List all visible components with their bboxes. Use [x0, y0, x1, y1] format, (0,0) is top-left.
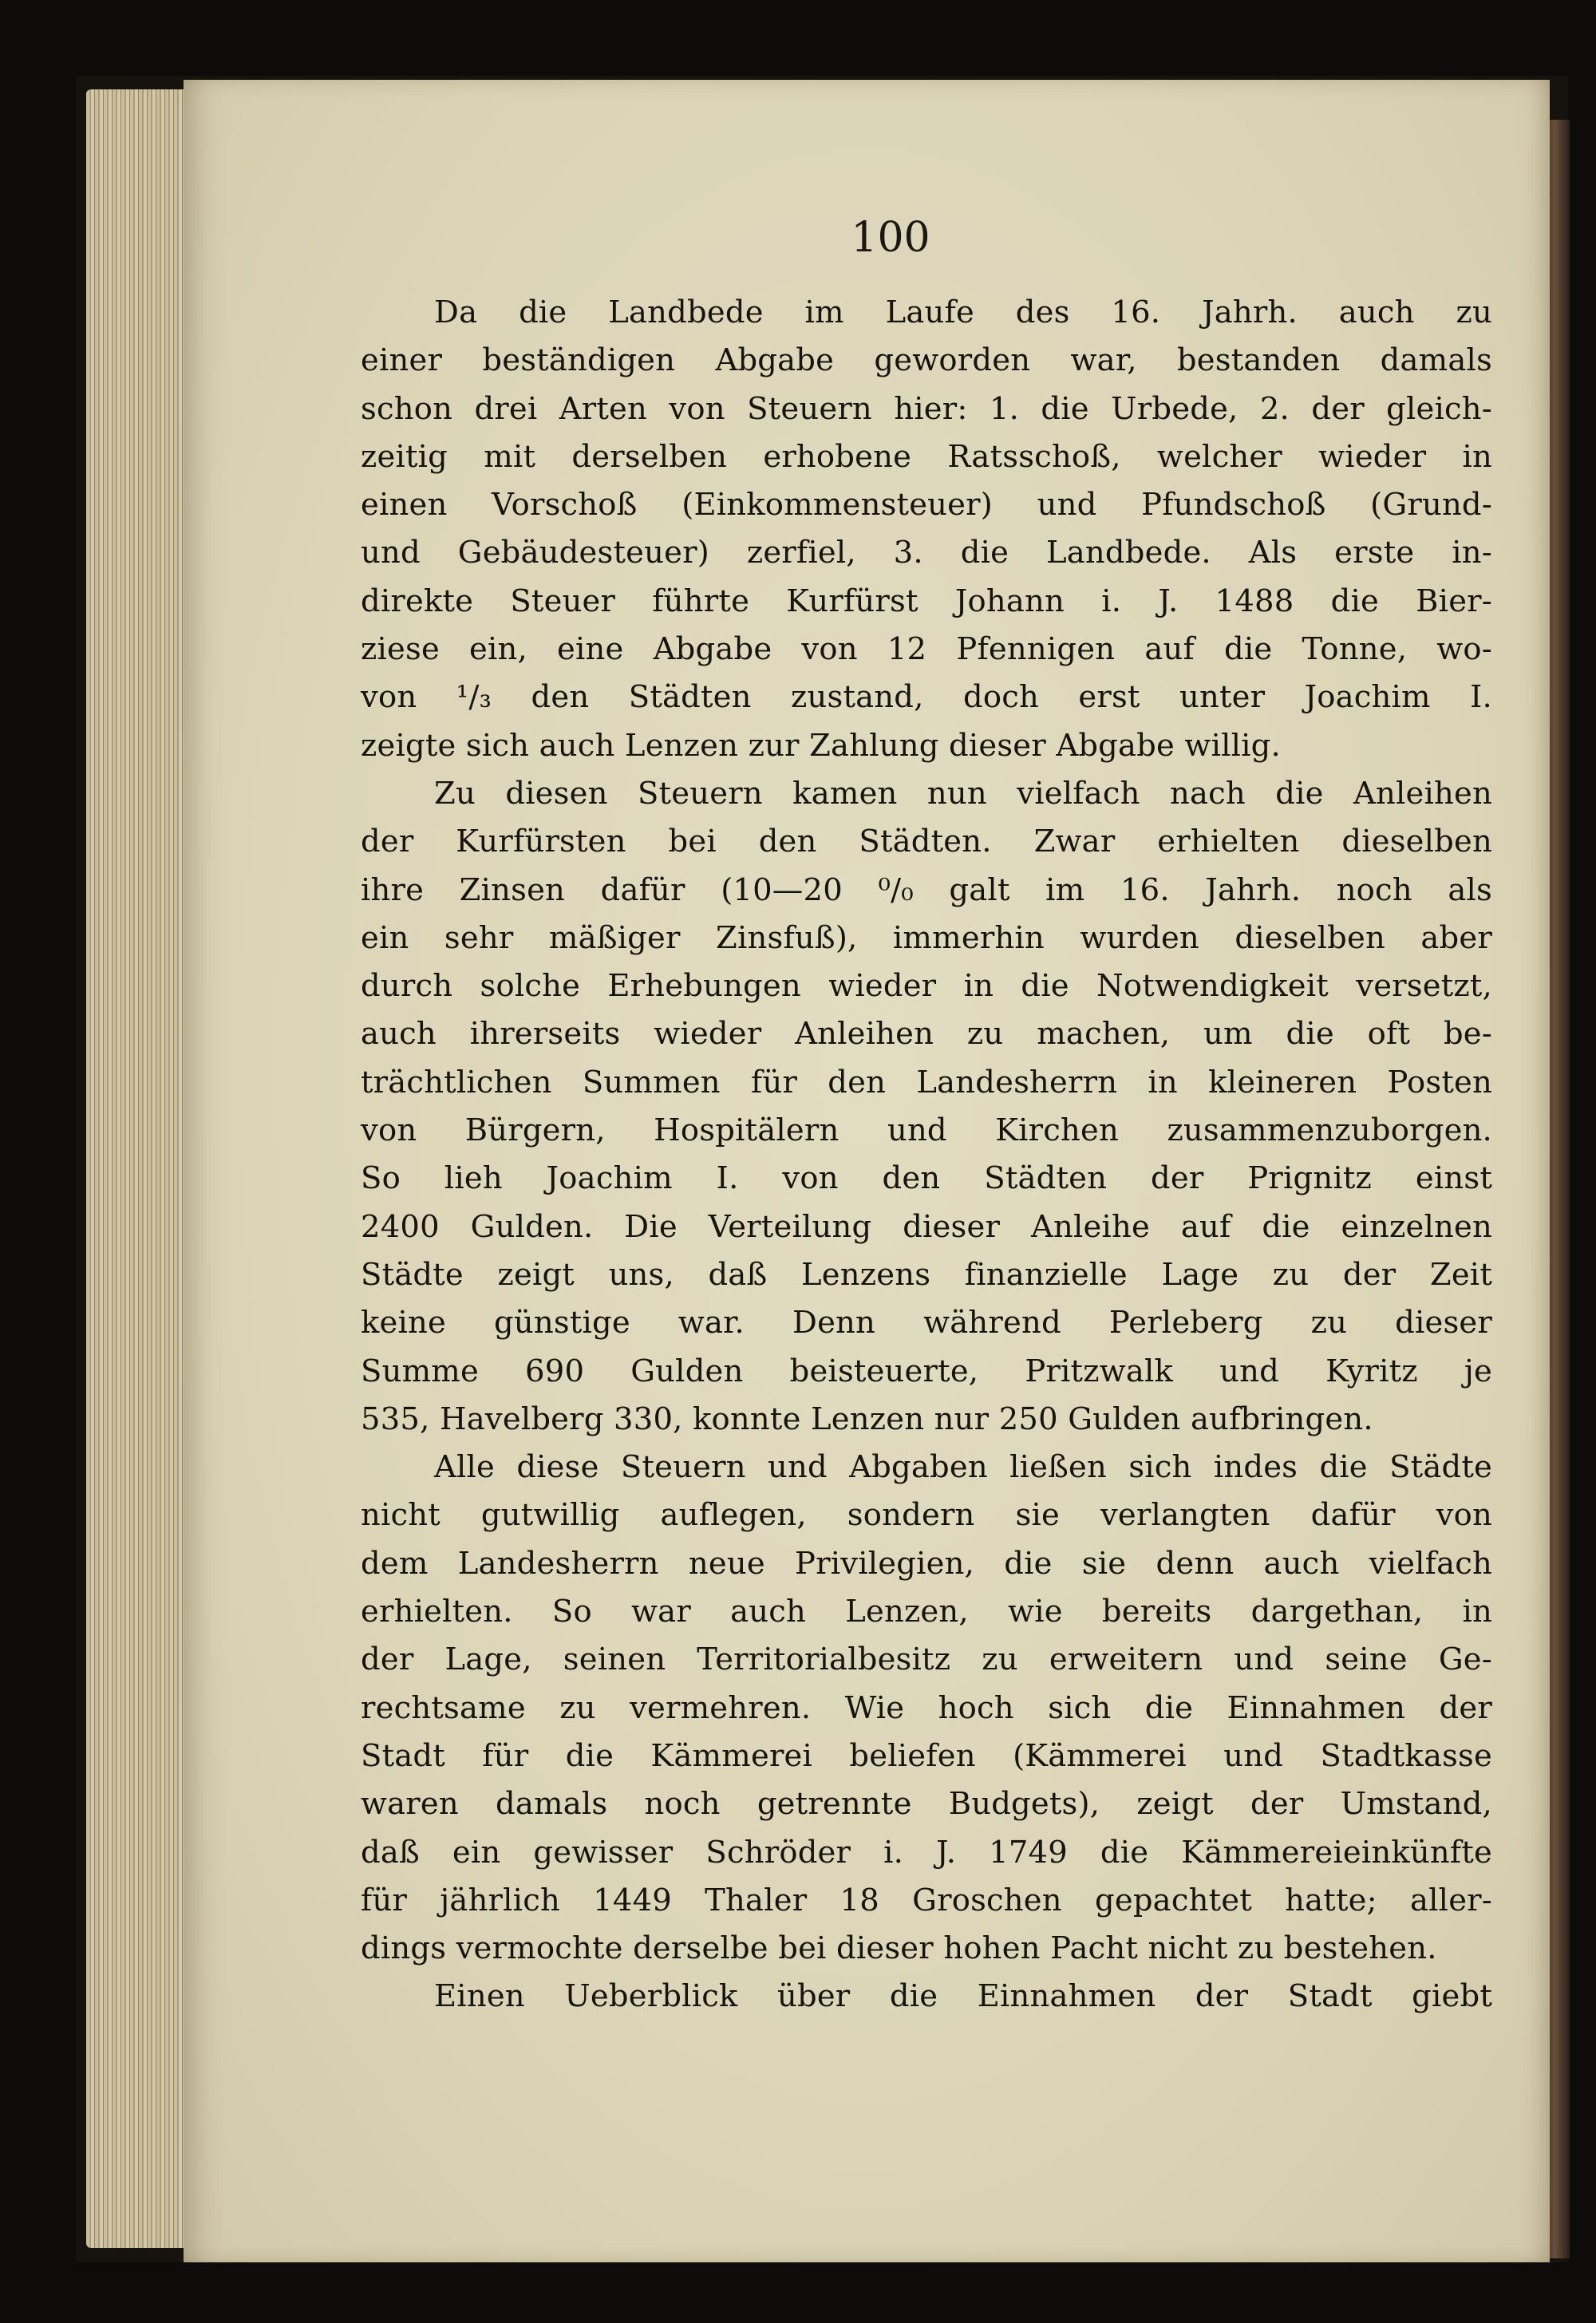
- text-line: einer beständigen Abgabe geworden war, bestanden damals: [361, 342, 1492, 379]
- body-text: [361, 289, 1492, 2021]
- paragraph: [361, 1973, 1492, 2021]
- text-line: So lieh Joachim I. von den Städten der Prignitz einst: [361, 1160, 1492, 1197]
- text-line: Alle diese Steuern und Abgaben ließen sich indes die Städte: [434, 1449, 1492, 1486]
- text-line: für jährlich 1449 Thaler 18 Groschen gepachtet hatte; aller-: [361, 1882, 1492, 1918]
- text-line: von ¹/₃ den Städten zustand, doch erst unter Joachim I.: [361, 679, 1492, 716]
- text-line: der Kurfürsten bei den Städten. Zwar erhielten dieselben: [361, 824, 1492, 860]
- text-line: dem Landesherrn neue Privilegien, die sie denn auch vielfach: [361, 1545, 1492, 1582]
- paragraph: [361, 1444, 1492, 1973]
- text-line: Da die Landbede im Laufe des 16. Jahrh. auch zu: [434, 294, 1492, 330]
- text-line: ihre Zinsen dafür (10—20 ⁰/₀ galt im 16. Jahrh. noch als: [361, 871, 1492, 908]
- text-line: keine günstige war. Denn während Perleberg zu dieser: [361, 1305, 1492, 1341]
- text-line: 2400 Gulden. Die Verteilung dieser Anleihe auf die einzelnen: [361, 1208, 1492, 1245]
- text-line: einen Vorschoß (Einkommensteuer) und Pfundschoß (Grund-: [361, 487, 1492, 523]
- text-line: der Lage, seinen Territorialbesitz zu erweitern und seine Ge-: [361, 1642, 1492, 1678]
- text-line: waren damals noch getrennte Budgets), zeigt der Umstand,: [361, 1786, 1492, 1823]
- text-line: zeigte sich auch Lenzen zur Zahlung dieser Abgabe willig.: [361, 727, 1281, 764]
- text-line: daß ein gewisser Schröder i. J. 1749 die Kämmereieinkünfte: [361, 1834, 1492, 1871]
- text-line: zeitig mit derselben erhobene Ratsschoß, welcher wieder in: [361, 438, 1492, 475]
- text-line: 535, Havelberg 330, konnte Lenzen nur 250 Gulden aufbringen.: [361, 1401, 1373, 1437]
- text-line: schon drei Arten von Steuern hier: 1. die Urbede, 2. der gleich-: [361, 390, 1492, 427]
- text-line: ein sehr mäßiger Zinsfuß), immerhin wurden dieselben aber: [361, 919, 1492, 956]
- text-line: direkte Steuer führte Kurfürst Johann i. J. 1488 die Bier-: [361, 583, 1492, 619]
- text-line: Einen Ueberblick über die Einnahmen der Stadt giebt: [434, 1978, 1492, 2015]
- text-line: trächtlichen Summen für den Landesherrn in kleineren Posten: [361, 1064, 1492, 1100]
- text-line: Stadt für die Kämmerei beliefen (Kämmerei und Stadtkasse: [361, 1737, 1492, 1774]
- text-line: ziese ein, eine Abgabe von 12 Pfennigen auf die Tonne, wo-: [361, 631, 1492, 668]
- page-number: 100: [851, 214, 930, 262]
- paragraph: [361, 289, 1492, 770]
- text-line: Summe 690 Gulden beisteuerte, Pritzwalk und Kyritz je: [361, 1353, 1492, 1389]
- text-line: Städte zeigt uns, daß Lenzens finanzielle Lage zu der Zeit: [361, 1256, 1492, 1293]
- book-page: [184, 80, 1550, 2262]
- text-line: auch ihrerseits wieder Anleihen zu machen, um die oft be-: [361, 1016, 1492, 1053]
- text-line: und Gebäudesteuer) zerfiel, 3. die Landbede. Als erste in-: [361, 535, 1492, 571]
- text-line: rechtsame zu vermehren. Wie hoch sich die Einnahmen der: [361, 1689, 1492, 1726]
- text-line: Zu diesen Steuern kamen nun vielfach nach die Anleihen: [434, 775, 1492, 812]
- text-line: nicht gutwillig auflegen, sondern sie verlangten dafür von: [361, 1497, 1492, 1534]
- text-line: erhielten. So war auch Lenzen, wie bereits dargethan, in: [361, 1594, 1492, 1630]
- text-line: von Bürgern, Hospitälern und Kirchen zusammenzuborgen.: [361, 1112, 1492, 1149]
- paragraph: [361, 770, 1492, 1444]
- text-line: durch solche Erhebungen wieder in die Notwendigkeit versetzt,: [361, 968, 1492, 1005]
- text-line: dings vermochte derselbe bei dieser hohen Pacht nicht zu bestehen.: [361, 1930, 1437, 1967]
